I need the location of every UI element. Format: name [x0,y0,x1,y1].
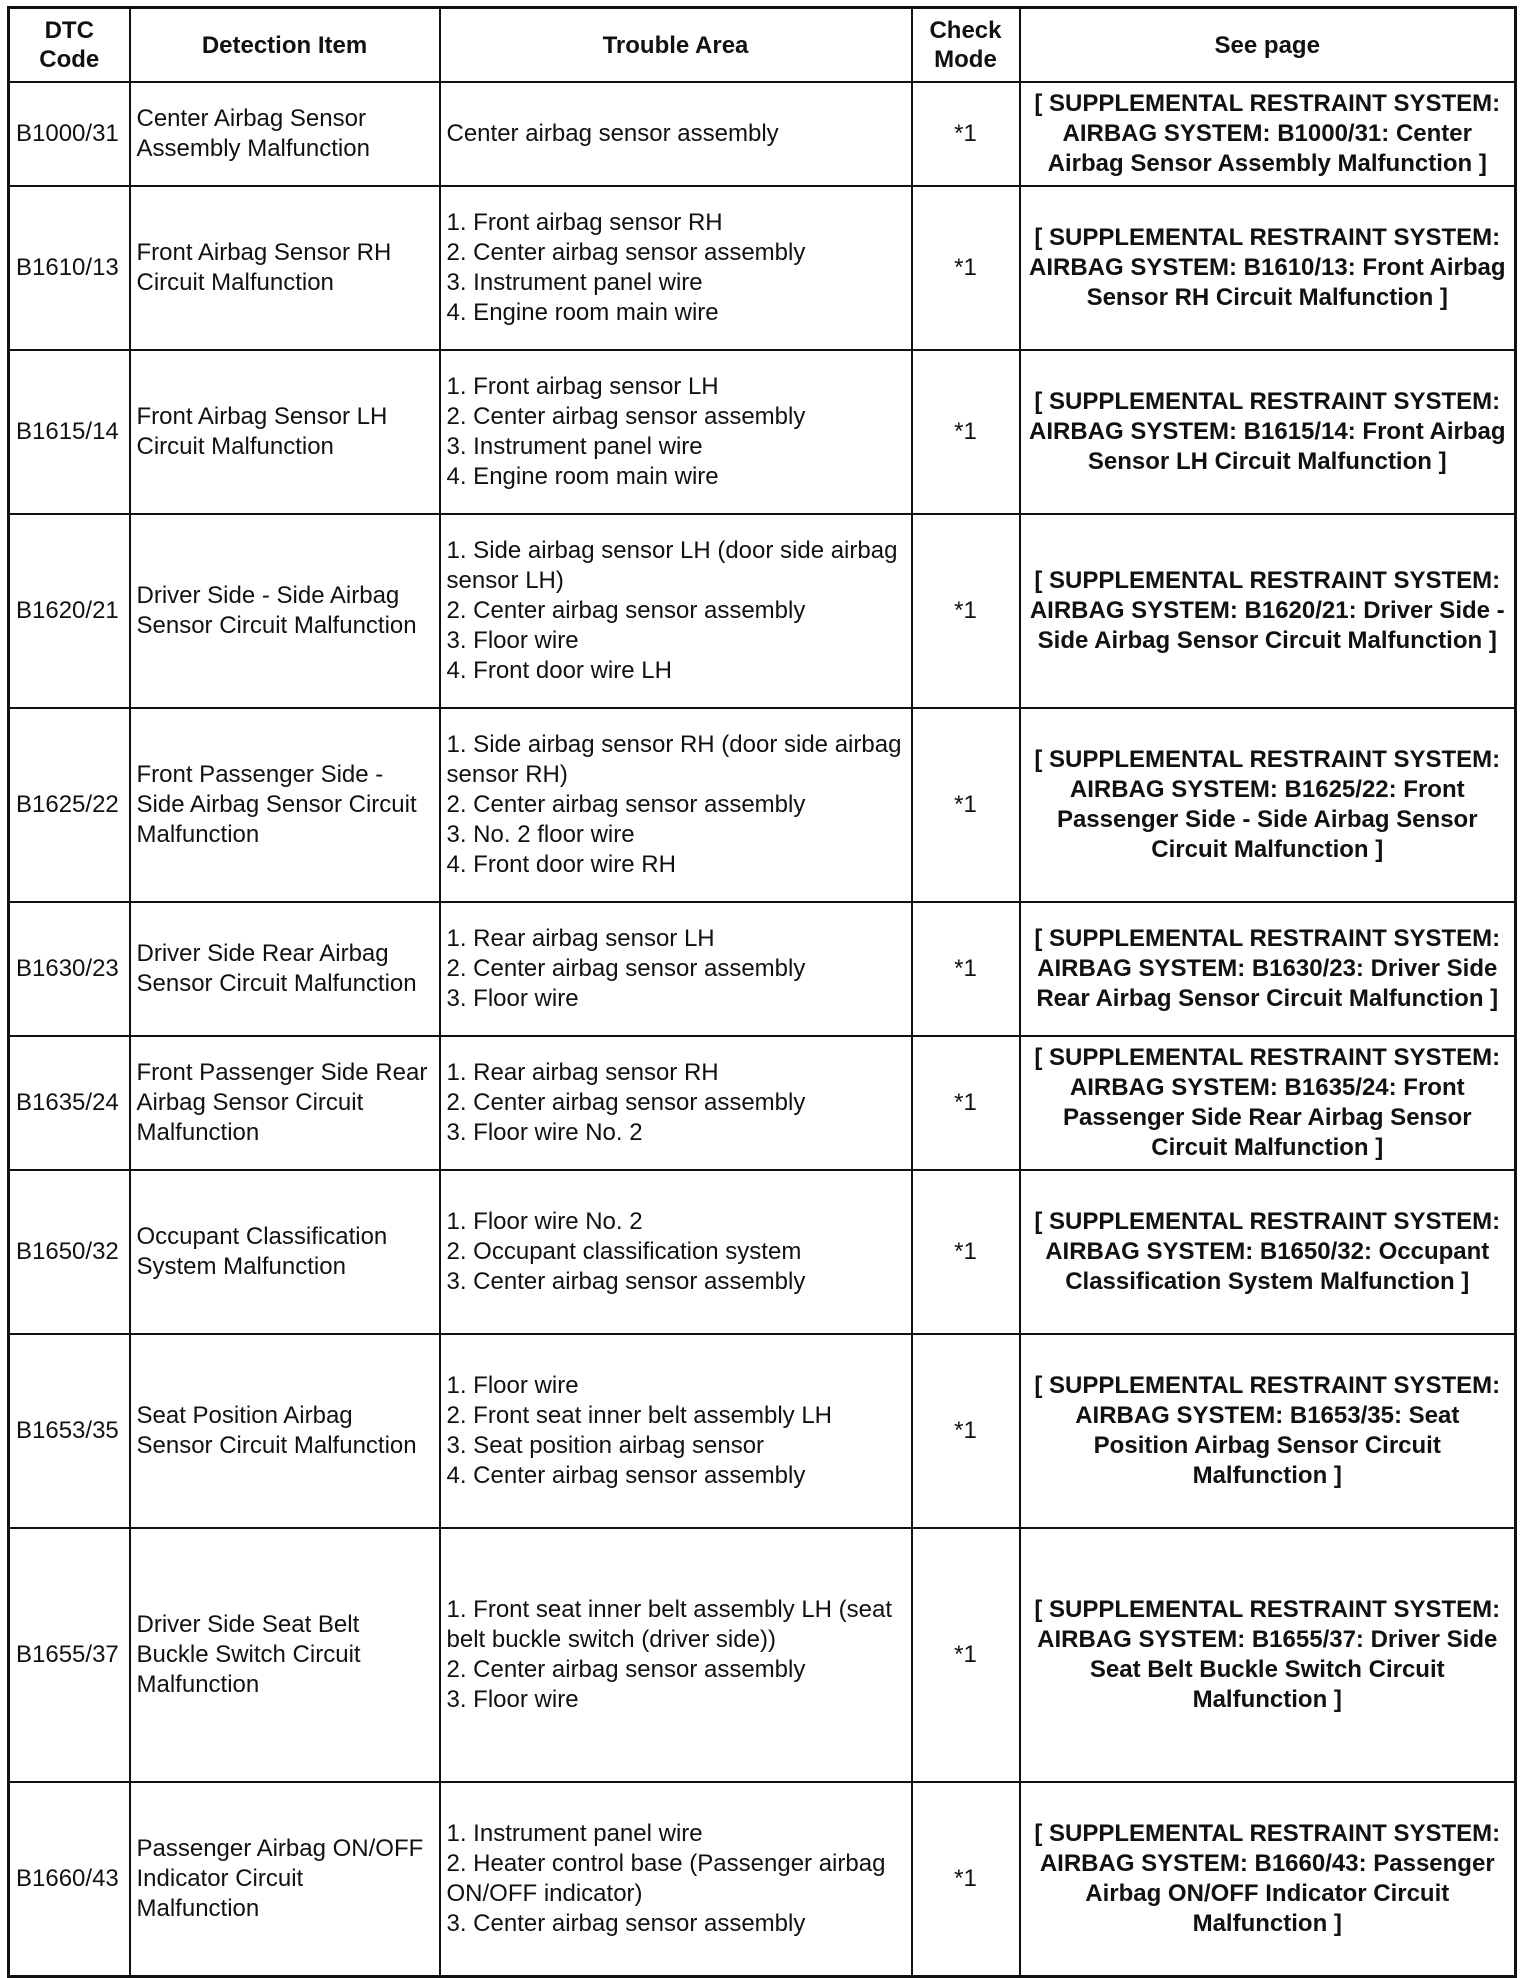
trouble-area-item: 1. Rear airbag sensor LH [446,925,715,952]
check-mode-cell: *1 [912,708,1020,902]
trouble-area-cell [440,82,912,186]
trouble-area-item: 1. Front seat inner belt assembly LH (seat belt buckle switch (driver side)) [446,1596,893,1653]
check-mode-cell: *1 [912,82,1020,186]
table-row [9,186,1516,350]
check-mode-cell: *1 [912,514,1020,708]
header-check-mode: Check Mode [912,8,1020,83]
check-mode-cell: *1 [912,1170,1020,1334]
detection-item-cell: Center Airbag Sensor Assembly Malfunction [130,82,440,186]
see-page-link[interactable]: [ SUPPLEMENTAL RESTRAINT SYSTEM: AIRBAG SYSTEM: B1620/21: Driver Side - Side Airbag Sensor Circuit Malfunction ] [1020,514,1516,708]
trouble-area-item: 3. No. 2 floor wire [446,821,635,848]
see-page-link[interactable]: [ SUPPLEMENTAL RESTRAINT SYSTEM: AIRBAG SYSTEM: B1650/32: Occupant Classification System Malfunction ] [1020,1170,1516,1334]
trouble-area-item: 1. Instrument panel wire [446,1819,703,1847]
detection-item-cell: Front Passenger Side - Side Airbag Sensor Circuit Malfunction [130,708,440,902]
trouble-area-item: 4. Center airbag sensor assembly [446,1462,806,1489]
table-body [9,82,1516,1976]
table-row [9,902,1516,1036]
see-page-link[interactable]: [ SUPPLEMENTAL RESTRAINT SYSTEM: AIRBAG SYSTEM: B1625/22: Front Passenger Side - Side Airbag Sensor Circuit Malfunction ] [1020,708,1516,902]
table-row [9,1170,1516,1334]
dtc-code-cell: B1000/31 [9,82,130,186]
trouble-area-item: 2. Center airbag sensor assembly [446,955,806,982]
detection-item-cell: Seat Position Airbag Sensor Circuit Malfunction [130,1334,440,1528]
dtc-code-cell: B1610/13 [9,186,130,350]
trouble-area-item: 4. Engine room main wire [446,463,719,490]
trouble-area-cell [440,186,912,350]
trouble-area-item: 2. Center airbag sensor assembly [446,1656,806,1683]
trouble-area-item: 1. Front airbag sensor LH [446,373,719,400]
table-row [9,1334,1516,1528]
see-page-link[interactable]: [ SUPPLEMENTAL RESTRAINT SYSTEM: AIRBAG SYSTEM: B1630/23: Driver Side Rear Airbag Sensor Circuit Malfunction ] [1020,902,1516,1036]
see-page-link[interactable]: [ SUPPLEMENTAL RESTRAINT SYSTEM: AIRBAG SYSTEM: B1615/14: Front Airbag Sensor LH Circuit Malfunction ] [1020,350,1516,514]
trouble-area-item: 3. Instrument panel wire [446,269,703,296]
check-mode-cell: *1 [912,1528,1020,1782]
dtc-code-cell: B1655/37 [9,1528,130,1782]
trouble-area-item: 2. Heater control base (Passenger airbag ON/OFF indicator) [446,1849,886,1907]
dtc-code-cell: B1615/14 [9,350,130,514]
detection-item-cell: Passenger Airbag ON/OFF Indicator Circuit Malfunction [130,1782,440,1976]
table-row [9,1036,1516,1170]
trouble-area-item: 1. Side airbag sensor RH (door side airbag sensor RH) [446,731,902,788]
see-page-link[interactable]: [ SUPPLEMENTAL RESTRAINT SYSTEM: AIRBAG SYSTEM: B1660/43: Passenger Airbag ON/OFF Indicator Circuit Malfunction ] [1020,1782,1516,1976]
table-row [9,708,1516,902]
detection-item-cell: Front Airbag Sensor LH Circuit Malfunction [130,350,440,514]
trouble-area-item: 3. Center airbag sensor assembly [446,1268,806,1295]
detection-item-cell: Driver Side Rear Airbag Sensor Circuit Malfunction [130,902,440,1036]
trouble-area-cell [440,1170,912,1334]
dtc-code-cell: B1630/23 [9,902,130,1036]
trouble-area-cell [440,1334,912,1528]
trouble-area-item: 2. Center airbag sensor assembly [446,403,806,430]
trouble-area-cell [440,1528,912,1782]
dtc-code-cell: B1635/24 [9,1036,130,1170]
trouble-area-cell [440,902,912,1036]
see-page-link[interactable]: [ SUPPLEMENTAL RESTRAINT SYSTEM: AIRBAG SYSTEM: B1000/31: Center Airbag Sensor Assembly Malfunction ] [1020,82,1516,186]
trouble-area-item: 4. Front door wire RH [446,851,676,878]
trouble-area-item: 1. Floor wire [446,1372,579,1399]
trouble-area-cell [440,1036,912,1170]
trouble-area-item: 1. Front airbag sensor RH [446,209,723,236]
see-page-link[interactable]: [ SUPPLEMENTAL RESTRAINT SYSTEM: AIRBAG SYSTEM: B1610/13: Front Airbag Sensor RH Circuit Malfunction ] [1020,186,1516,350]
dtc-code-cell: B1625/22 [9,708,130,902]
header-detection-item: Detection Item [130,8,440,83]
table-row [9,1528,1516,1782]
header-row [9,8,1516,83]
check-mode-cell: *1 [912,1782,1020,1976]
header-dtc-code: DTC Code [9,8,130,83]
detection-item-cell: Driver Side - Side Airbag Sensor Circuit Malfunction [130,514,440,708]
detection-item-cell: Front Passenger Side Rear Airbag Sensor Circuit Malfunction [130,1036,440,1170]
see-page-link[interactable]: [ SUPPLEMENTAL RESTRAINT SYSTEM: AIRBAG SYSTEM: B1635/24: Front Passenger Side Rear Airbag Sensor Circuit Malfunction ] [1020,1036,1516,1170]
dtc-code-cell: B1650/32 [9,1170,130,1334]
table-row [9,350,1516,514]
dtc-code-cell: B1653/35 [9,1334,130,1528]
trouble-area-item: 3. Seat position airbag sensor [446,1432,765,1459]
trouble-area-item: 3. Floor wire [446,1686,579,1713]
trouble-area-item: 3. Floor wire No. 2 [446,1119,643,1146]
trouble-area-item: 2. Center airbag sensor assembly [446,239,806,266]
trouble-area-item: 3. Floor wire [446,627,579,654]
check-mode-cell: *1 [912,186,1020,350]
detection-item-cell: Occupant Classification System Malfunction [130,1170,440,1334]
trouble-area-item: 2. Center airbag sensor assembly [446,1089,806,1116]
table-row [9,514,1516,708]
trouble-area-item: 1. Rear airbag sensor RH [446,1059,719,1086]
dtc-code-cell: B1620/21 [9,514,130,708]
table-row [9,82,1516,186]
check-mode-cell: *1 [912,350,1020,514]
trouble-area-cell [440,514,912,708]
check-mode-cell: *1 [912,1036,1020,1170]
trouble-area-cell [440,708,912,902]
trouble-area-cell [440,1782,912,1976]
trouble-area-item: 3. Floor wire [446,985,579,1012]
trouble-area-cell [440,350,912,514]
trouble-area-item: 2. Center airbag sensor assembly [446,791,806,818]
dtc-table [7,6,1517,1978]
header-trouble-area: Trouble Area [440,8,912,83]
trouble-area-item: 4. Engine room main wire [446,299,719,326]
trouble-area-item: 2. Front seat inner belt assembly LH [446,1402,833,1429]
check-mode-cell: *1 [912,902,1020,1036]
detection-item-cell: Front Airbag Sensor RH Circuit Malfunction [130,186,440,350]
trouble-area-item: 2. Occupant classification system [446,1238,802,1265]
see-page-link[interactable]: [ SUPPLEMENTAL RESTRAINT SYSTEM: AIRBAG SYSTEM: B1653/35: Seat Position Airbag Sensor Circuit Malfunction ] [1020,1334,1516,1528]
trouble-area-item: 1. Side airbag sensor LH (door side airbag sensor LH) [446,537,898,594]
dtc-code-cell: B1660/43 [9,1782,130,1976]
table-row [9,1782,1516,1976]
trouble-area-item: 4. Front door wire LH [446,657,672,684]
trouble-area-item: 3. Instrument panel wire [446,433,703,460]
header-see-page: See page [1020,8,1516,83]
detection-item-cell: Driver Side Seat Belt Buckle Switch Circuit Malfunction [130,1528,440,1782]
trouble-area-item: Center airbag sensor assembly [446,120,779,147]
trouble-area-item: 1. Floor wire No. 2 [446,1208,643,1235]
trouble-area-item: 2. Center airbag sensor assembly [446,597,806,624]
trouble-area-item: 3. Center airbag sensor assembly [446,1909,806,1937]
see-page-link[interactable]: [ SUPPLEMENTAL RESTRAINT SYSTEM: AIRBAG SYSTEM: B1655/37: Driver Side Seat Belt Buckle Switch Circuit Malfunction ] [1020,1528,1516,1782]
check-mode-cell: *1 [912,1334,1020,1528]
